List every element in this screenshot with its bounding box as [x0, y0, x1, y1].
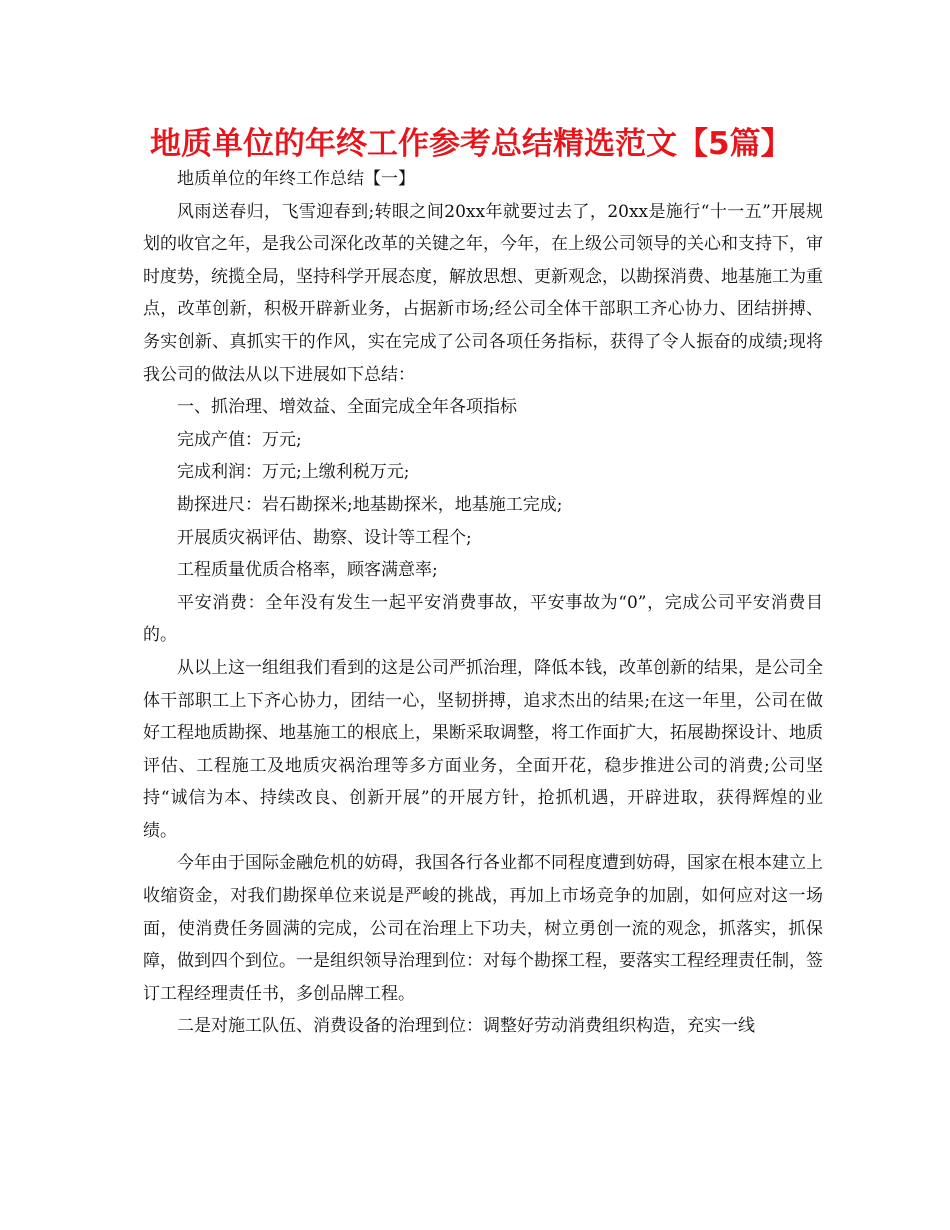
paragraph: 风雨送春归，飞雪迎春到;转眼之间20xx年就要过去了，20xx是施行“十一五”开展规划的收官之年，是我公司深化改革的关键之年，今年，在上级公司领导的关心和支持下，审时度势，统揽全局，坚持科学开展态度，解放思想、更新观念，以勘探消费、地基施工为重点，改革创新，积极开辟新业务，占据新市场;经公司全体干部职工齐心协力、团结拼搏、务实创新、真抓实干的作风，实在完成了公司各项任务指标，获得了令人振奋的成绩;现将我公司的做法从以下进展如下总结： [143, 201, 823, 385]
subsection-heading: 一、抓治理、增效益、全面完成全年各项指标 [177, 397, 517, 418]
paragraph: 开展质灾祸评估、勘察、设计等工程个; [177, 527, 472, 548]
paragraph: 二是对施工队伍、消费设备的治理到位：调整好劳动消费组织构造，充实一线 [177, 1016, 755, 1037]
paragraph: 勘探进尺：岩石勘探米;地基勘探米，地基施工完成; [177, 494, 563, 515]
paragraph: 今年由于国际金融危机的妨碍，我国各行各业都不同程度遭到妨碍，国家在根本建立上收缩资金，对我们勘探单位来说是严峻的挑战，再加上市场竞争的加剧，如何应对这一场面，使消费任务圆满的完成，公司在治理上下功夫，树立勇创一流的观念，抓落实，抓保障，做到四个到位。一是组织领导治理到位：对每个勘探工程，要落实工程经理责任制，签订工程经理责任书，多创品牌工程。 [143, 853, 823, 1004]
document-title: 地质单位的年终工作参考总结精选范文【5篇】 [150, 126, 792, 162]
paragraph: 工程质量优质合格率，顾客满意率; [177, 560, 438, 581]
paragraph: 平安消费：全年没有发生一起平安消费事故，平安事故为“0”，完成公司平安消费目的。 [143, 592, 823, 646]
document-body [143, 163, 823, 1043]
paragraph: 完成产值：万元; [177, 429, 302, 450]
section-heading: 地质单位的年终工作总结【一】 [177, 169, 415, 189]
paragraph: 从以上这一组组我们看到的这是公司严抓治理，降低本钱，改革创新的结果，是公司全体干部职工上下齐心协力，团结一心，坚韧拼搏，追求杰出的结果;在这一年里，公司在做好工程地质勘探、地基施工的根底上，果断采取调整，将工作面扩大，拓展勘探设计、地质评估、工程施工及地质灾祸治理等多方面业务，全面开花，稳步推进公司的消费;公司坚持“诚信为本、持续改良、创新开展”的开展方针，抢抓机遇，开辟进取，获得辉煌的业绩。 [143, 657, 823, 841]
paragraph: 完成利润：万元;上缴利税万元; [177, 462, 410, 483]
